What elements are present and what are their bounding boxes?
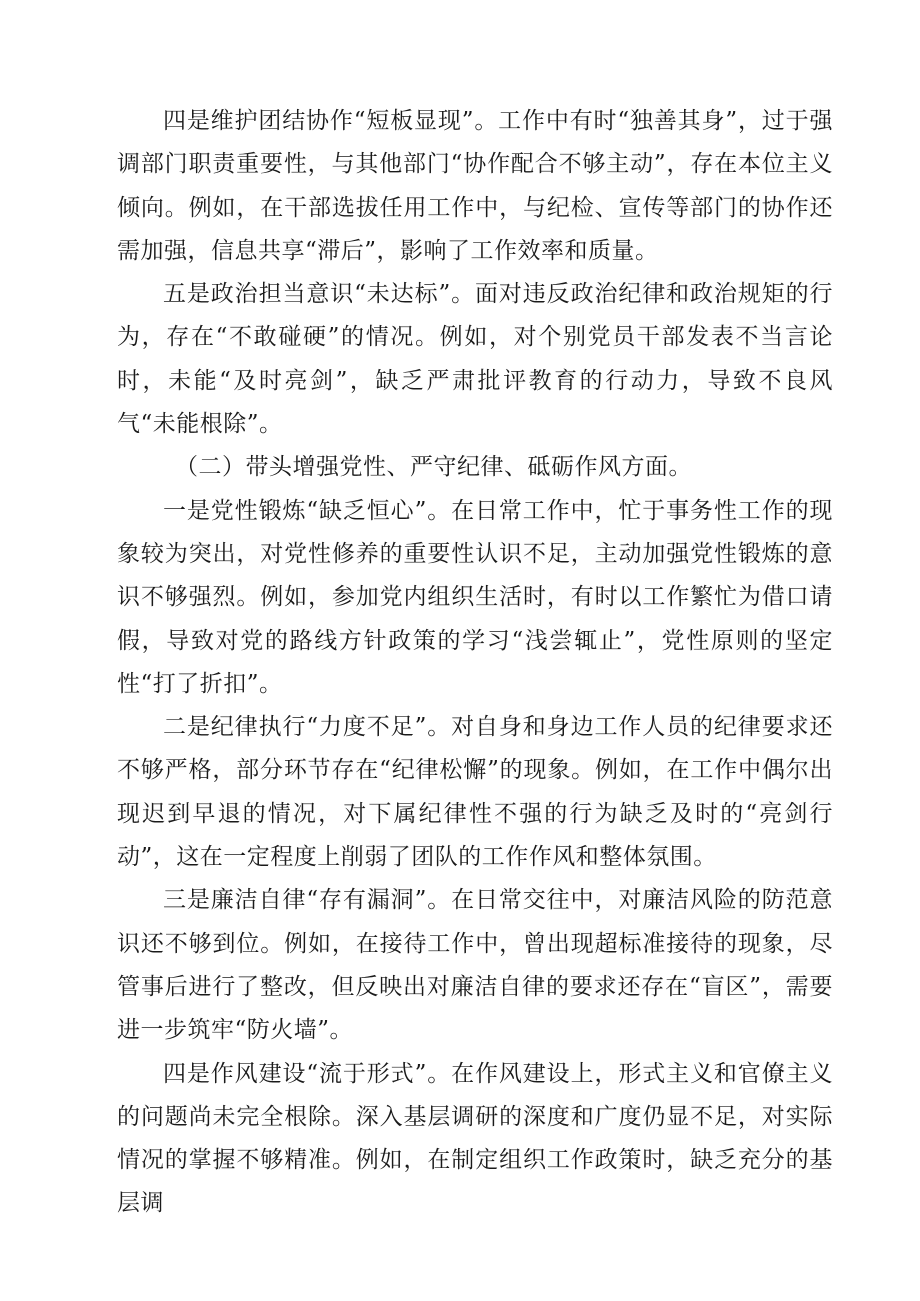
paragraph-party-spirit-training: 一是党性锻炼“缺乏恒心”。在日常工作中，忙于事务性工作的现象较为突出，对党性修养的重要性认识不足，主动加强党性锻炼的意识不够强烈。例如，参加党内组织生活时，有时以工作繁忙为借口请假，导致对党的路线方针政策的学习“浅尝辄止”，党性原则的坚定性“打了折扣”。 bbox=[117, 497, 833, 697]
section-heading-party-spirit: （二）带头增强党性、严守纪律、砥砺作风方面。 bbox=[175, 454, 692, 481]
paragraph-discipline-enforcement: 二是纪律执行“力度不足”。对自身和身边工作人员的纪律要求还不够严格，部分环节存在“纪律松懈”的现象。例如，在工作中偶尔出现迟到早退的情况，对下属纪律性不强的行为缺乏及时的“亮剑行动”，这在一定程度上削弱了团队的工作作风和整体氛围。 bbox=[117, 714, 833, 871]
paragraph-work-style-formalism: 四是作风建设“流于形式”。在作风建设上，形式主义和官僚主义的问题尚未完全根除。深入基层调研的深度和广度仍显不足，对实际情况的掌握不够精准。例如，在制定组织工作政策时，缺乏充分的基层调 bbox=[117, 1060, 833, 1217]
paragraph-unity-cooperation: 四是维护团结协作“短板显现”。工作中有时“独善其身”，过于强调部门职责重要性，与其他部门“协作配合不够主动”，存在本位主义倾向。例如，在干部选拔任用工作中，与纪检、宣传等部门的协作还需加强，信息共享“滞后”，影响了工作效率和质量。 bbox=[117, 108, 833, 264]
paragraph-political-responsibility: 五是政治担当意识“未达标”。面对违反政治纪律和政治规矩的行为，存在“不敢碰硬”的情况。例如，对个别党员干部发表不当言论时，未能“及时亮剑”，缺乏严肃批评教育的行动力，导致不良风气“未能根除”。 bbox=[117, 281, 833, 438]
paragraph-integrity-self-discipline: 三是廉洁自律“存有漏洞”。在日常交往中，对廉洁风险的防范意识还不够到位。例如，在接待工作中，曾出现超标准接待的现象，尽管事后进行了整改，但反映出对廉洁自律的要求还存在“盲区”，需要进一步筑牢“防火墙”。 bbox=[117, 887, 833, 1044]
document-body bbox=[117, 100, 833, 1226]
